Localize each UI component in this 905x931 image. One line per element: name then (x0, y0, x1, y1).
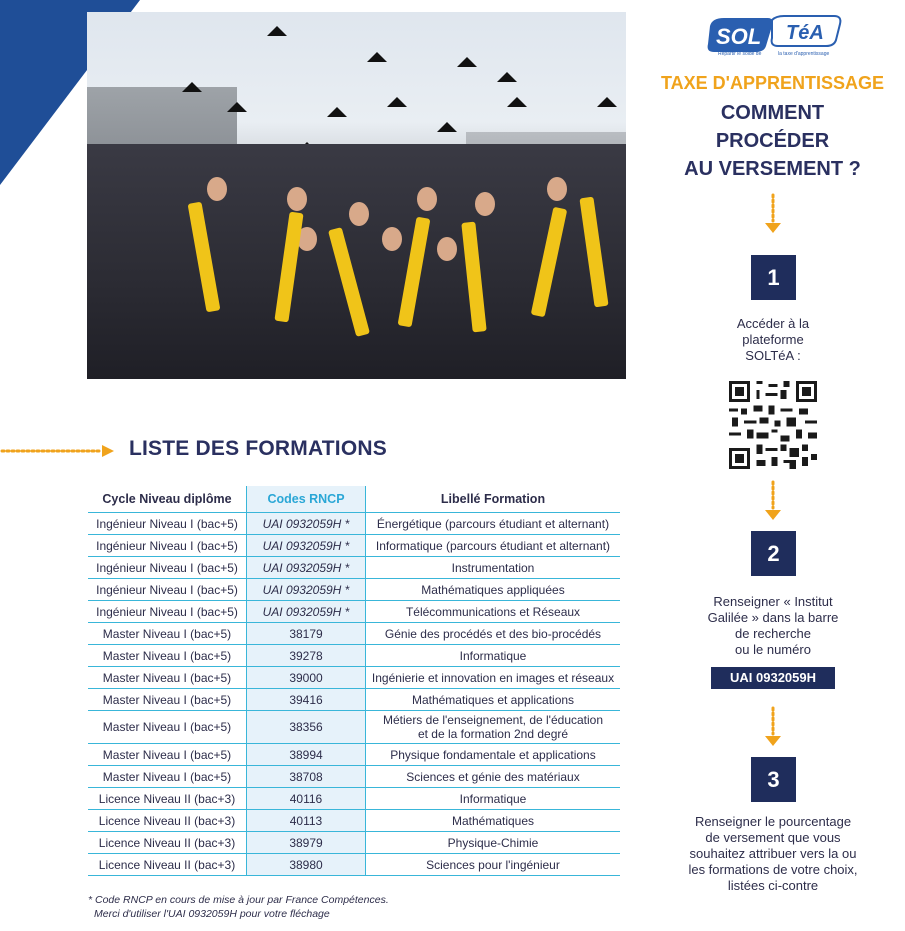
qr-code-icon[interactable] (729, 381, 817, 469)
uai-badge: UAI 0932059H (711, 667, 835, 689)
step-line: SOLTéA : (745, 348, 801, 363)
cell-label (366, 711, 621, 744)
cell-cycle: Master Niveau I (bac+5) (88, 667, 247, 689)
cell-cycle: Master Niveau I (bac+5) (88, 645, 247, 667)
step-line: de recherche (735, 626, 811, 641)
table-header-row (88, 486, 620, 513)
step-line: souhaitez attribuer vers la ou (689, 846, 857, 861)
footnote-line1: * Code RNCP en cours de mise à jour par France Compétences. (88, 894, 389, 906)
step-2-text (660, 594, 886, 658)
formations-table (88, 486, 620, 876)
title-line: AU VERSEMENT ? (684, 158, 861, 180)
step-line: Accéder à la (736, 316, 810, 331)
cell-cycle: Master Niveau I (bac+5) (88, 744, 247, 766)
cell-cycle: Licence Niveau II (bac+3) (88, 832, 247, 854)
table-row (88, 601, 620, 623)
cell-code: 40116 (247, 788, 366, 810)
section-title: LISTE DES FORMATIONS (129, 437, 387, 460)
cell-code: 38179 (247, 623, 366, 645)
soltea-logo (706, 14, 844, 56)
dotted-arrow-icon (0, 444, 120, 458)
step-line: Renseigner le pourcentage (694, 814, 852, 829)
table-row (88, 711, 620, 744)
header-label: Libellé Formation (366, 486, 621, 513)
cell-cycle: Licence Niveau II (bac+3) (88, 810, 247, 832)
table-row (88, 854, 620, 876)
cell-code: UAI 0932059H * (247, 601, 366, 623)
table-row (88, 623, 620, 645)
step-1-text (660, 316, 886, 364)
step-line: plateforme (742, 332, 804, 347)
title-line: COMMENT (720, 102, 825, 124)
cell-code: UAI 0932059H * (247, 535, 366, 557)
svg-text:TéA: TéA (786, 22, 824, 44)
header-codes: Codes RNCP (247, 486, 366, 513)
cell-code: UAI 0932059H * (247, 557, 366, 579)
step-line: de versement que vous (705, 830, 841, 845)
cell-code: 38980 (247, 854, 366, 876)
down-arrow-icon (763, 706, 783, 746)
cell-label: Instrumentation (366, 557, 621, 579)
svg-text:SOL: SOL (716, 24, 762, 49)
title-orange: TAXE D'APPRENTISSAGE (661, 73, 884, 93)
cell-label: Génie des procédés et des bio-procédés (366, 623, 621, 645)
title-line: PROCÉDER (715, 130, 830, 152)
table-row (88, 832, 620, 854)
table-row (88, 689, 620, 711)
step-2-number: 2 (751, 531, 796, 576)
cell-cycle: Master Niveau I (bac+5) (88, 689, 247, 711)
cell-cycle: Ingénieur Niveau I (bac+5) (88, 513, 247, 535)
table-row (88, 810, 620, 832)
cell-cycle: Licence Niveau II (bac+3) (88, 854, 247, 876)
step-3-text (660, 814, 886, 894)
cell-label: Physique-Chimie (366, 832, 621, 854)
table-row (88, 579, 620, 601)
cell-code: UAI 0932059H * (247, 579, 366, 601)
cell-label-line2: et de la formation 2nd degré (417, 727, 569, 741)
cell-label: Énergétique (parcours étudiant et alternant) (366, 513, 621, 535)
cell-label: Sciences pour l'ingénieur (366, 854, 621, 876)
step-line: ou le numéro (735, 642, 811, 657)
down-arrow-icon (763, 480, 783, 520)
graduation-photo (87, 12, 626, 379)
cell-cycle: Master Niveau I (bac+5) (88, 711, 247, 744)
svg-text:Répartir le solde de: Répartir le solde de (718, 51, 762, 56)
step-1-number: 1 (751, 255, 796, 300)
table-row (88, 744, 620, 766)
cell-code: 38979 (247, 832, 366, 854)
cell-cycle: Ingénieur Niveau I (bac+5) (88, 601, 247, 623)
cell-label: Ingénierie et innovation en images et réseaux (366, 667, 621, 689)
cell-label: Mathématiques appliquées (366, 579, 621, 601)
cell-label: Mathématiques (366, 810, 621, 832)
footnote (88, 893, 389, 921)
cell-cycle: Ingénieur Niveau I (bac+5) (88, 579, 247, 601)
cell-cycle: Master Niveau I (bac+5) (88, 623, 247, 645)
cell-code: 40113 (247, 810, 366, 832)
cell-code: 39000 (247, 667, 366, 689)
cell-label: Informatique (366, 645, 621, 667)
cell-code: 38708 (247, 766, 366, 788)
table-row (88, 513, 620, 535)
table-row (88, 645, 620, 667)
cell-cycle: Master Niveau I (bac+5) (88, 766, 247, 788)
table-row (88, 766, 620, 788)
cell-label: Physique fondamentale et applications (366, 744, 621, 766)
cell-code: 38356 (247, 711, 366, 744)
step-line: Renseigner « Institut (713, 594, 833, 609)
table-row (88, 788, 620, 810)
step-line: Galilée » dans la barre (707, 610, 839, 625)
cell-code: UAI 0932059H * (247, 513, 366, 535)
cell-cycle: Licence Niveau II (bac+3) (88, 788, 247, 810)
cell-label: Télécommunications et Réseaux (366, 601, 621, 623)
table-row (88, 535, 620, 557)
cell-code: 39416 (247, 689, 366, 711)
footnote-line2: Merci d'utiliser l'UAI 0932059H pour votre fléchage (94, 908, 330, 920)
table-row (88, 557, 620, 579)
step-3-number: 3 (751, 757, 796, 802)
cell-label: Informatique (366, 788, 621, 810)
svg-text:la taxe d'apprentissage: la taxe d'apprentissage (778, 51, 830, 56)
title-main (640, 99, 905, 183)
cell-code: 39278 (247, 645, 366, 667)
step-line: les formations de votre choix, (688, 862, 858, 877)
down-arrow-icon (763, 193, 783, 233)
cell-label-line1: Métiers de l'enseignement, de l'éducation (382, 713, 604, 727)
cell-code: 38994 (247, 744, 366, 766)
cell-label: Informatique (parcours étudiant et alternant) (366, 535, 621, 557)
cell-cycle: Ingénieur Niveau I (bac+5) (88, 535, 247, 557)
step-line: listées ci-contre (727, 878, 819, 893)
cell-label: Sciences et génie des matériaux (366, 766, 621, 788)
cell-cycle: Ingénieur Niveau I (bac+5) (88, 557, 247, 579)
cell-label: Mathématiques et applications (366, 689, 621, 711)
header-cycle: Cycle Niveau diplôme (88, 486, 247, 513)
table-row (88, 667, 620, 689)
